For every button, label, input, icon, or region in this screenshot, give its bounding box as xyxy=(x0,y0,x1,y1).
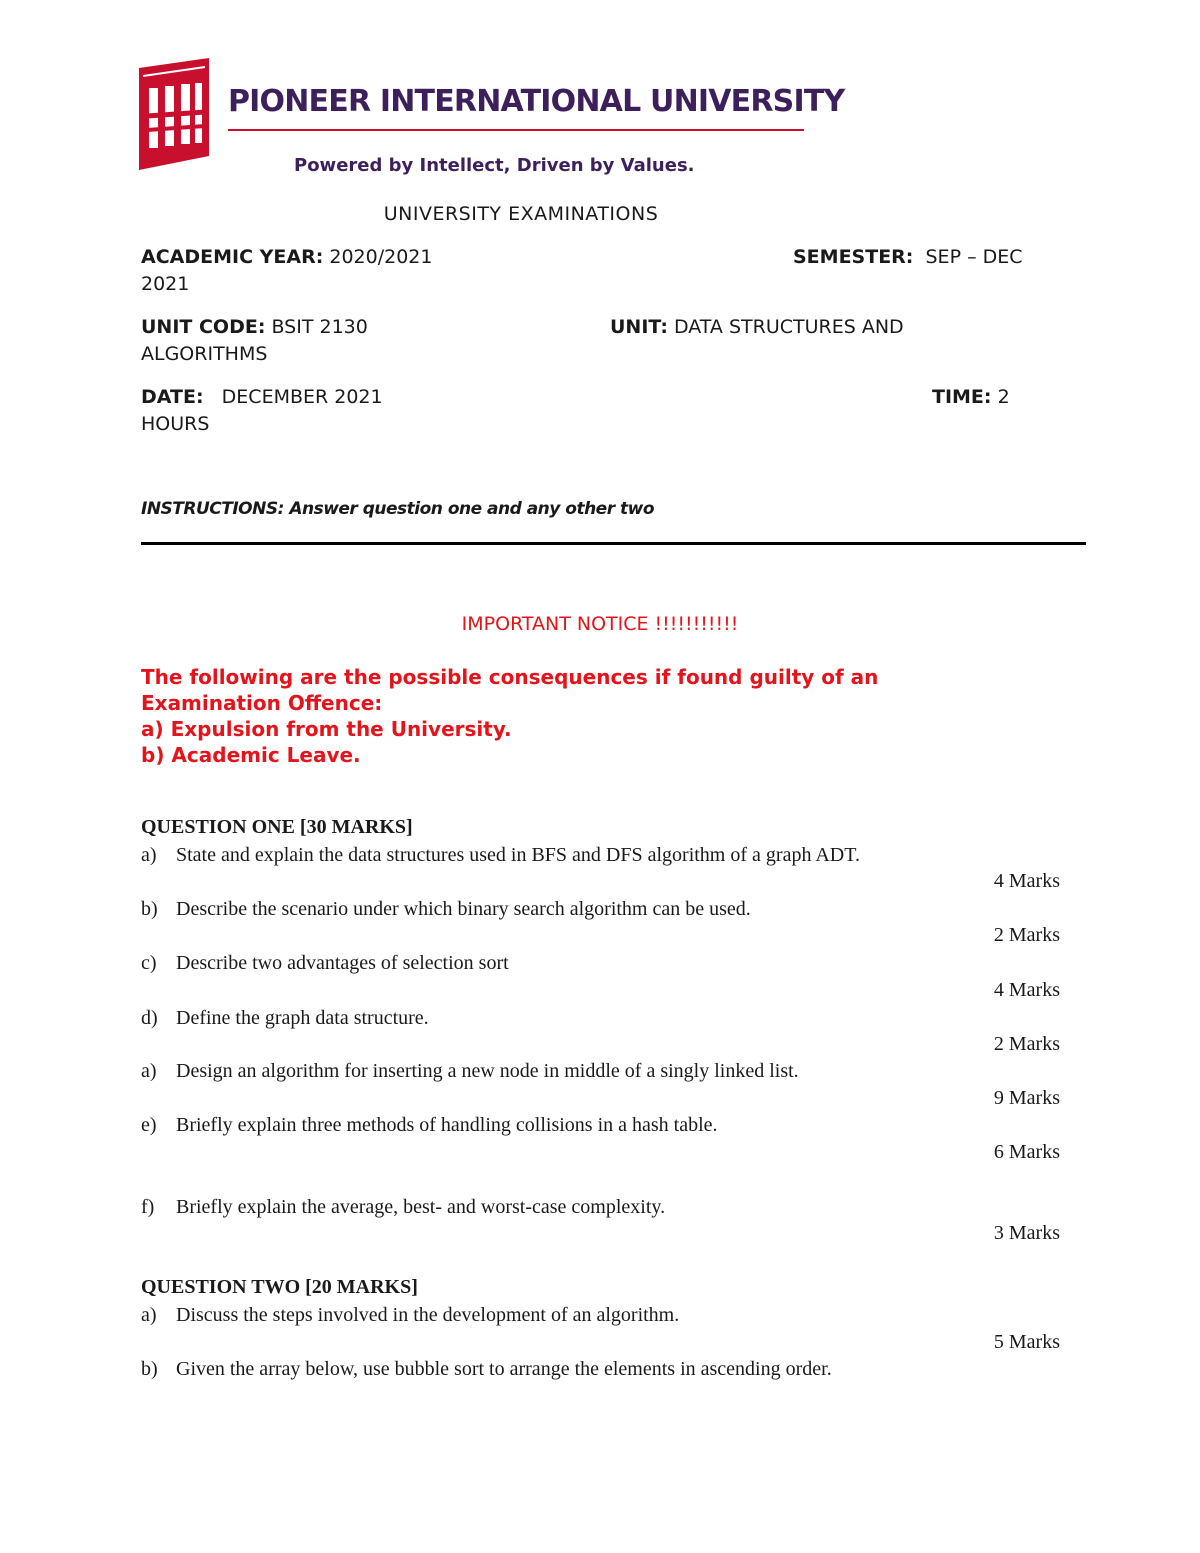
question-item xyxy=(141,1114,718,1137)
time xyxy=(932,384,1010,411)
question-text: Design an algorithm for inserting a new node in middle of a singly linked list. xyxy=(176,1060,799,1082)
question-label: b) xyxy=(141,898,158,920)
question-item xyxy=(141,1060,799,1083)
question-label: a) xyxy=(141,1304,157,1326)
academic-year-value: 2020/2021 xyxy=(329,246,433,268)
question-label: b) xyxy=(141,1358,158,1380)
notice-line: The following are the possible consequences if found guilty of an xyxy=(141,665,879,689)
question-label: d) xyxy=(141,1007,158,1029)
marks: 9 Marks xyxy=(993,1087,1060,1109)
question-label: a) xyxy=(141,1060,157,1082)
semester-value-wrap: 2021 xyxy=(141,273,190,295)
notice-line: b) Academic Leave. xyxy=(141,743,361,767)
question-label: e) xyxy=(141,1114,157,1136)
question-text: Describe two advantages of selection sort xyxy=(176,952,509,974)
question-item xyxy=(141,1304,679,1327)
notice-line: Examination Offence: xyxy=(141,691,383,715)
unit-value-wrap: ALGORITHMS xyxy=(141,343,268,365)
date-label: DATE: xyxy=(141,386,204,408)
marks: 6 Marks xyxy=(993,1141,1060,1163)
marks: 4 Marks xyxy=(993,979,1060,1001)
semester-label: SEMESTER: xyxy=(793,246,914,268)
question-text: State and explain the data structures used in BFS and DFS algorithm of a graph ADT. xyxy=(176,844,860,866)
semester xyxy=(793,244,1023,271)
question-two-heading: QUESTION TWO [20 MARKS] xyxy=(141,1276,418,1298)
university-name: PIONEER INTERNATIONAL UNIVERSITY xyxy=(228,84,845,119)
time-value-wrap: HOURS xyxy=(141,413,210,435)
marks: 3 Marks xyxy=(993,1222,1060,1244)
question-item xyxy=(141,1358,832,1381)
question-label: a) xyxy=(141,844,157,866)
question-item xyxy=(141,1196,665,1219)
notice-line: a) Expulsion from the University. xyxy=(141,717,512,741)
notice-body xyxy=(141,664,1041,768)
unit-code-label: UNIT CODE: xyxy=(141,316,266,338)
question-text: Discuss the steps involved in the development of an algorithm. xyxy=(176,1304,680,1326)
divider xyxy=(141,542,1086,545)
unit-code-value: BSIT 2130 xyxy=(271,316,368,338)
question-one-heading: QUESTION ONE [30 MARKS] xyxy=(141,816,413,838)
date xyxy=(141,384,383,411)
question-item xyxy=(141,952,509,975)
unit xyxy=(610,314,904,341)
unit-value: DATA STRUCTURES AND xyxy=(673,316,904,338)
question-label: f) xyxy=(141,1196,155,1218)
academic-year xyxy=(141,244,432,271)
question-text: Given the array below, use bubble sort to arrange the elements in ascending order. xyxy=(176,1358,832,1380)
notice-title: IMPORTANT NOTICE !!!!!!!!!!! xyxy=(461,613,739,635)
date-value: DECEMBER 2021 xyxy=(221,386,383,408)
marks: 4 Marks xyxy=(993,870,1060,892)
question-item xyxy=(141,844,860,867)
question-item xyxy=(141,1007,429,1030)
exam-title: UNIVERSITY EXAMINATIONS xyxy=(383,203,659,225)
question-label: c) xyxy=(141,952,157,974)
question-text: Briefly explain the average, best- and worst-case complexity. xyxy=(176,1196,666,1218)
tagline: Powered by Intellect, Driven by Values. xyxy=(294,155,695,176)
question-text: Describe the scenario under which binary search algorithm can be used. xyxy=(176,898,751,920)
question-item xyxy=(141,898,751,921)
unit-label: UNIT: xyxy=(610,316,668,338)
semester-value: SEP – DEC xyxy=(925,246,1023,268)
university-logo xyxy=(139,58,213,172)
instructions: INSTRUCTIONS: Answer question one and any other two xyxy=(141,499,655,519)
unit-code xyxy=(141,314,368,341)
question-text: Define the graph data structure. xyxy=(176,1007,429,1029)
brand-underline xyxy=(228,129,804,131)
academic-year-label: ACADEMIC YEAR: xyxy=(141,246,324,268)
marks: 5 Marks xyxy=(993,1331,1060,1353)
marks: 2 Marks xyxy=(993,1033,1060,1055)
marks: 2 Marks xyxy=(993,924,1060,946)
time-value: 2 xyxy=(997,386,1010,408)
question-text: Briefly explain three methods of handling collisions in a hash table. xyxy=(176,1114,718,1136)
time-label: TIME: xyxy=(932,386,992,408)
